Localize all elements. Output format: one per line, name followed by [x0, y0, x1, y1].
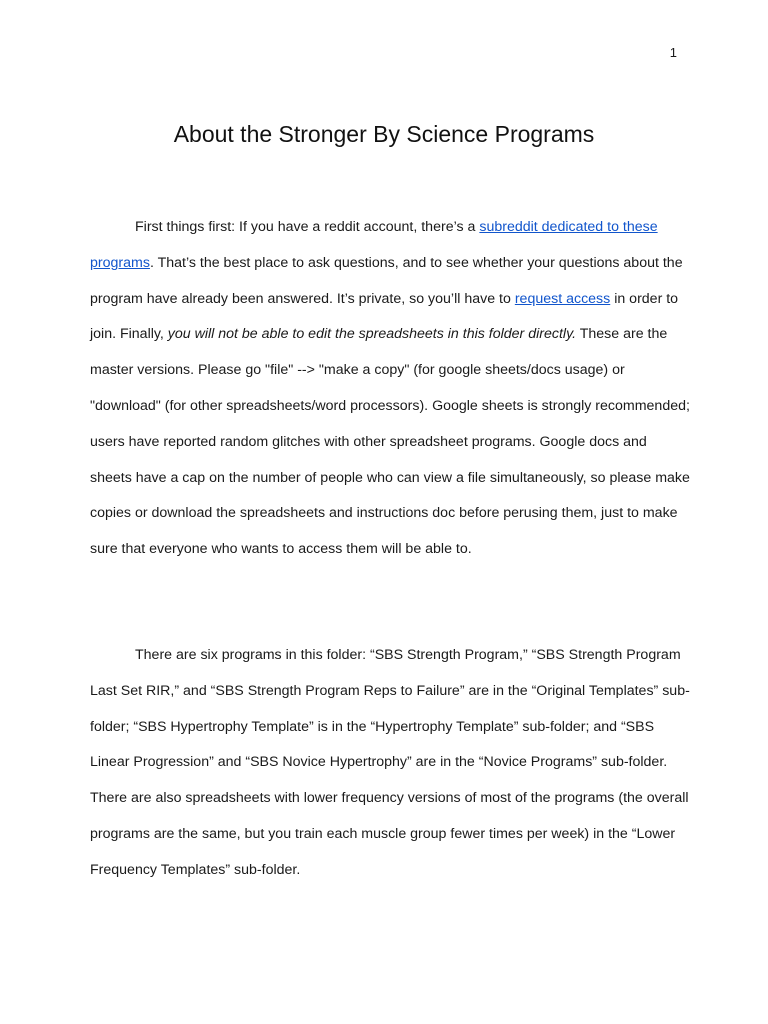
request-access-link[interactable]: request access: [514, 290, 611, 307]
paragraph-intro: [90, 210, 690, 568]
emphasized-text: you will not be able to edit the spreadsheets in this folder directly.: [167, 326, 577, 343]
page-number: 1: [669, 45, 677, 60]
paragraph-text: First things first: If you have a reddit account, there’s a: [135, 219, 480, 235]
subreddit-link[interactable]: subreddit dedicated to these programs: [90, 219, 658, 271]
paragraph-text: These are the master versions. Please go "file" --> "make a copy" (for google sheets/docs usage) or "download" (for other spreadsheets/word processors). Google sheets is strongly recommended; users have reported random glitches with other spreadsheet programs. Google docs and sheets have a cap on the number of people who can view a file simultaneously, so please make copies or download the spreadsheets and instructions doc before perusing them, just to make sure that everyone who wants to access them will be able to.: [90, 326, 690, 558]
paragraph-programs: There are six programs in this folder: “SBS Strength Program,” “SBS Strength Program Last Set RIR,” and “SBS Strength Program Reps to Failure” are in the “Original Templates” sub-folder; “SBS Hypertrophy Template” is in the “Hypertrophy Template” sub-folder; and “SBS Linear Progression” and “SBS Novice Hypertrophy” are in the “Novice Programs” sub-folder. There are also spreadsheets with lower frequency versions of most of the programs (the overall programs are the same, but you train each muscle group fewer times per week) in the “Lower Frequency Templates” sub-folder.: [90, 647, 690, 878]
paragraph-text: . That’s the best place to ask questions, and to see whether your questions about the program have already been answered. It’s private, so you’ll have to: [90, 254, 683, 307]
document-title: About the Stronger By Science Programs: [173, 121, 595, 147]
paragraph-text: in order to join. Finally,: [90, 290, 679, 343]
